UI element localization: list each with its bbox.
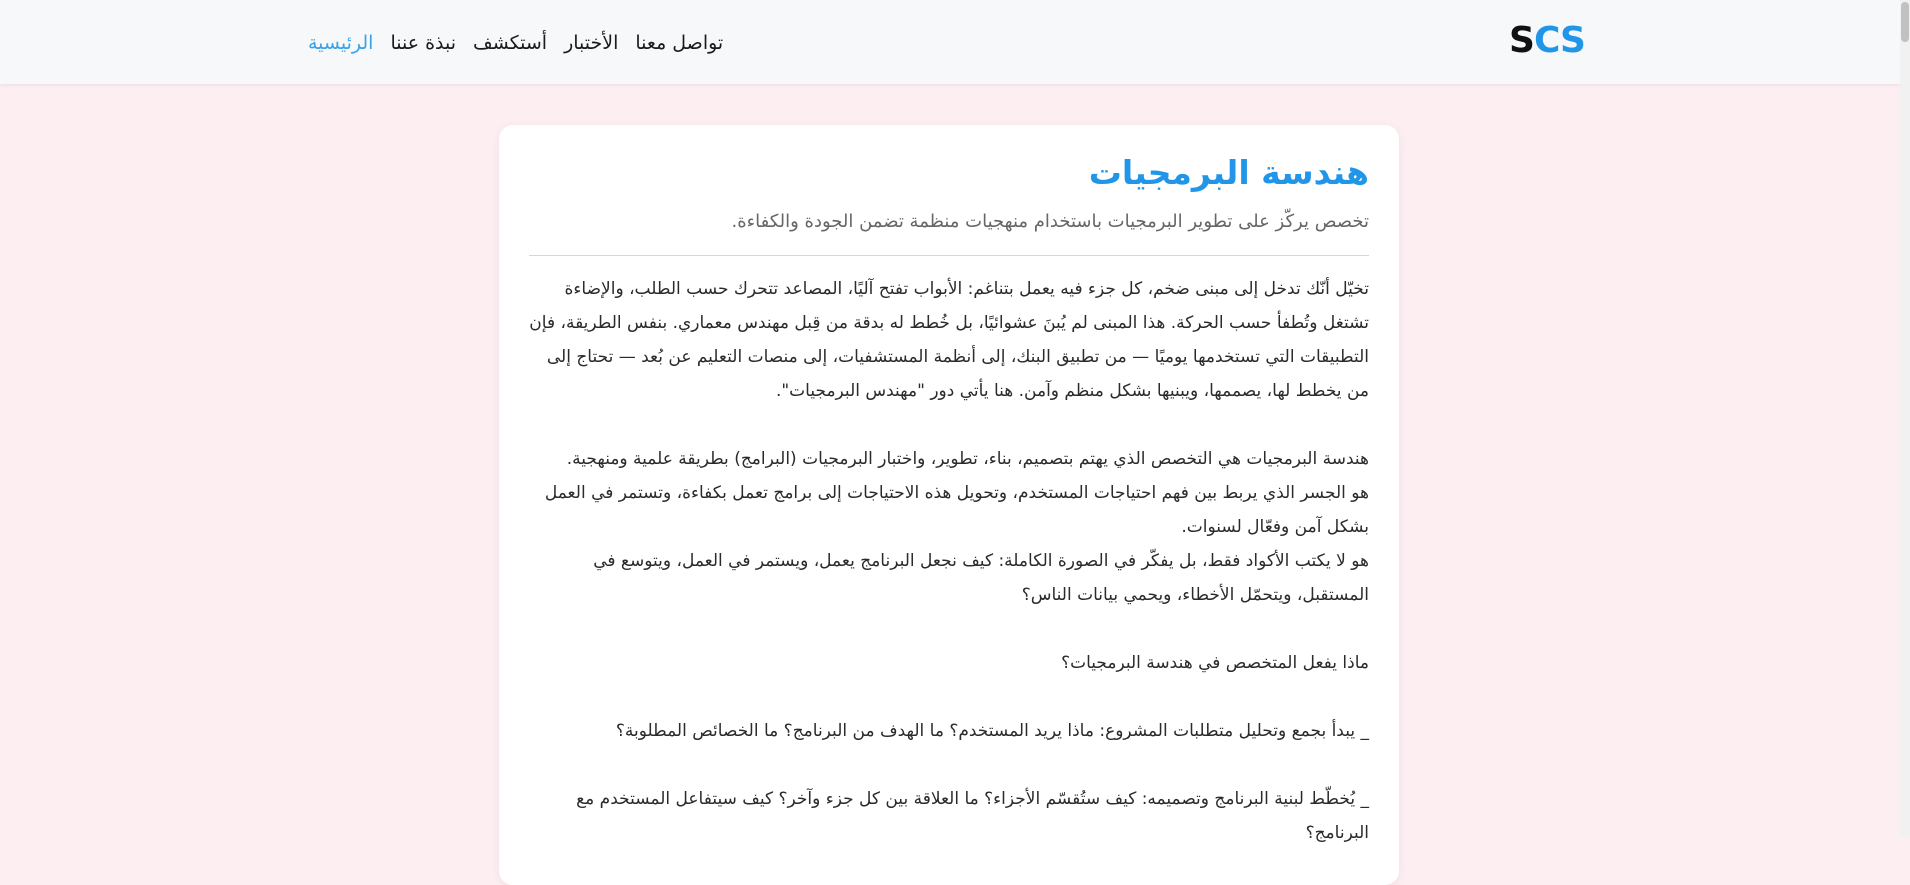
article-title: هندسة البرمجيات xyxy=(1088,153,1369,192)
nav-link-contact[interactable]: تواصل معنا xyxy=(635,32,724,54)
nav-link-explore[interactable]: أستكشف xyxy=(473,32,548,54)
nav-link-about[interactable]: نبذة عننا xyxy=(390,32,457,54)
article-card xyxy=(499,125,1399,885)
title-divider xyxy=(529,255,1369,256)
article-subtitle: تخصص يركّز على تطوير البرمجيات باستخدام منهجيات منظمة تضمن الجودة والكفاءة. xyxy=(731,211,1369,232)
scrollbar-thumb[interactable] xyxy=(1901,2,1909,42)
article-content xyxy=(529,125,1369,850)
top-navbar xyxy=(0,0,1900,84)
main-nav xyxy=(308,28,723,58)
page-scrollbar[interactable] xyxy=(1900,0,1910,837)
nav-link-home[interactable]: الرئيسية xyxy=(308,32,374,54)
article-body: تخيّل أنّك تدخل إلى مبنى ضخم، كل جزء فيه يعمل بتناغم: الأبواب تفتح آليًا، المصاعد تتحرك حسب الطلب، والإضاءة تشتغل وتُطفأ حسب الحركة. هذا المبنى لم يُبنَ عشوائيًا، بل خُطط له بدقة من قِبل مهندس معماري. بنفس الطريقة، فإن التطبيقات التي تستخدمها يوميًا — من تطبيق البنك، إلى أنظمة المستشفيات، إلى منصات التعليم عن بُعد — تحتاج إلى من يخطط لها، يصممها، ويبنيها بشكل منظم وآمن. هنا يأتي دور "مهندس البرمجيات". هندسة البرمجيات هي التخصص الذي يهتم بتصميم، بناء، تطوير، واختبار البرمجيات (البرامج) بطريقة علمية ومنهجية. هو الجسر الذي يربط بين فهم احتياجات المستخدم، وتحويل هذه الاحتياجات إلى برامج تعمل بكفاءة، وتستمر في العمل بشكل آمن وفعّال لسنوات. هو لا يكتب الأكواد فقط، بل يفكّر في الصورة الكاملة: كيف نجعل البرنامج يعمل، ويستمر في العمل، ويتوسع في المستقبل، ويتحمّل الأخطاء، ويحمي بيانات الناس؟ ماذا يفعل المتخصص في هندسة البرمجيات؟ _ يبدأ بجمع وتحليل متطلبات المشروع: ماذا يريد المستخدم؟ ما الهدف من البرنامج؟ ما الخصائص المطلوبة؟ _ يُخطّط لبنية البرنامج وتصميمه: كيف ستُقسّم الأجزاء؟ ما العلاقة بين كل جزء وآخر؟ كيف سيتفاعل المستخدم مع البرنامج؟ xyxy=(529,279,1369,843)
logo-letter-s: S xyxy=(1509,20,1534,61)
logo-letters-cs: CS xyxy=(1533,20,1585,61)
nav-link-test[interactable]: الأختبار xyxy=(564,32,619,54)
site-logo[interactable] xyxy=(1509,18,1585,64)
